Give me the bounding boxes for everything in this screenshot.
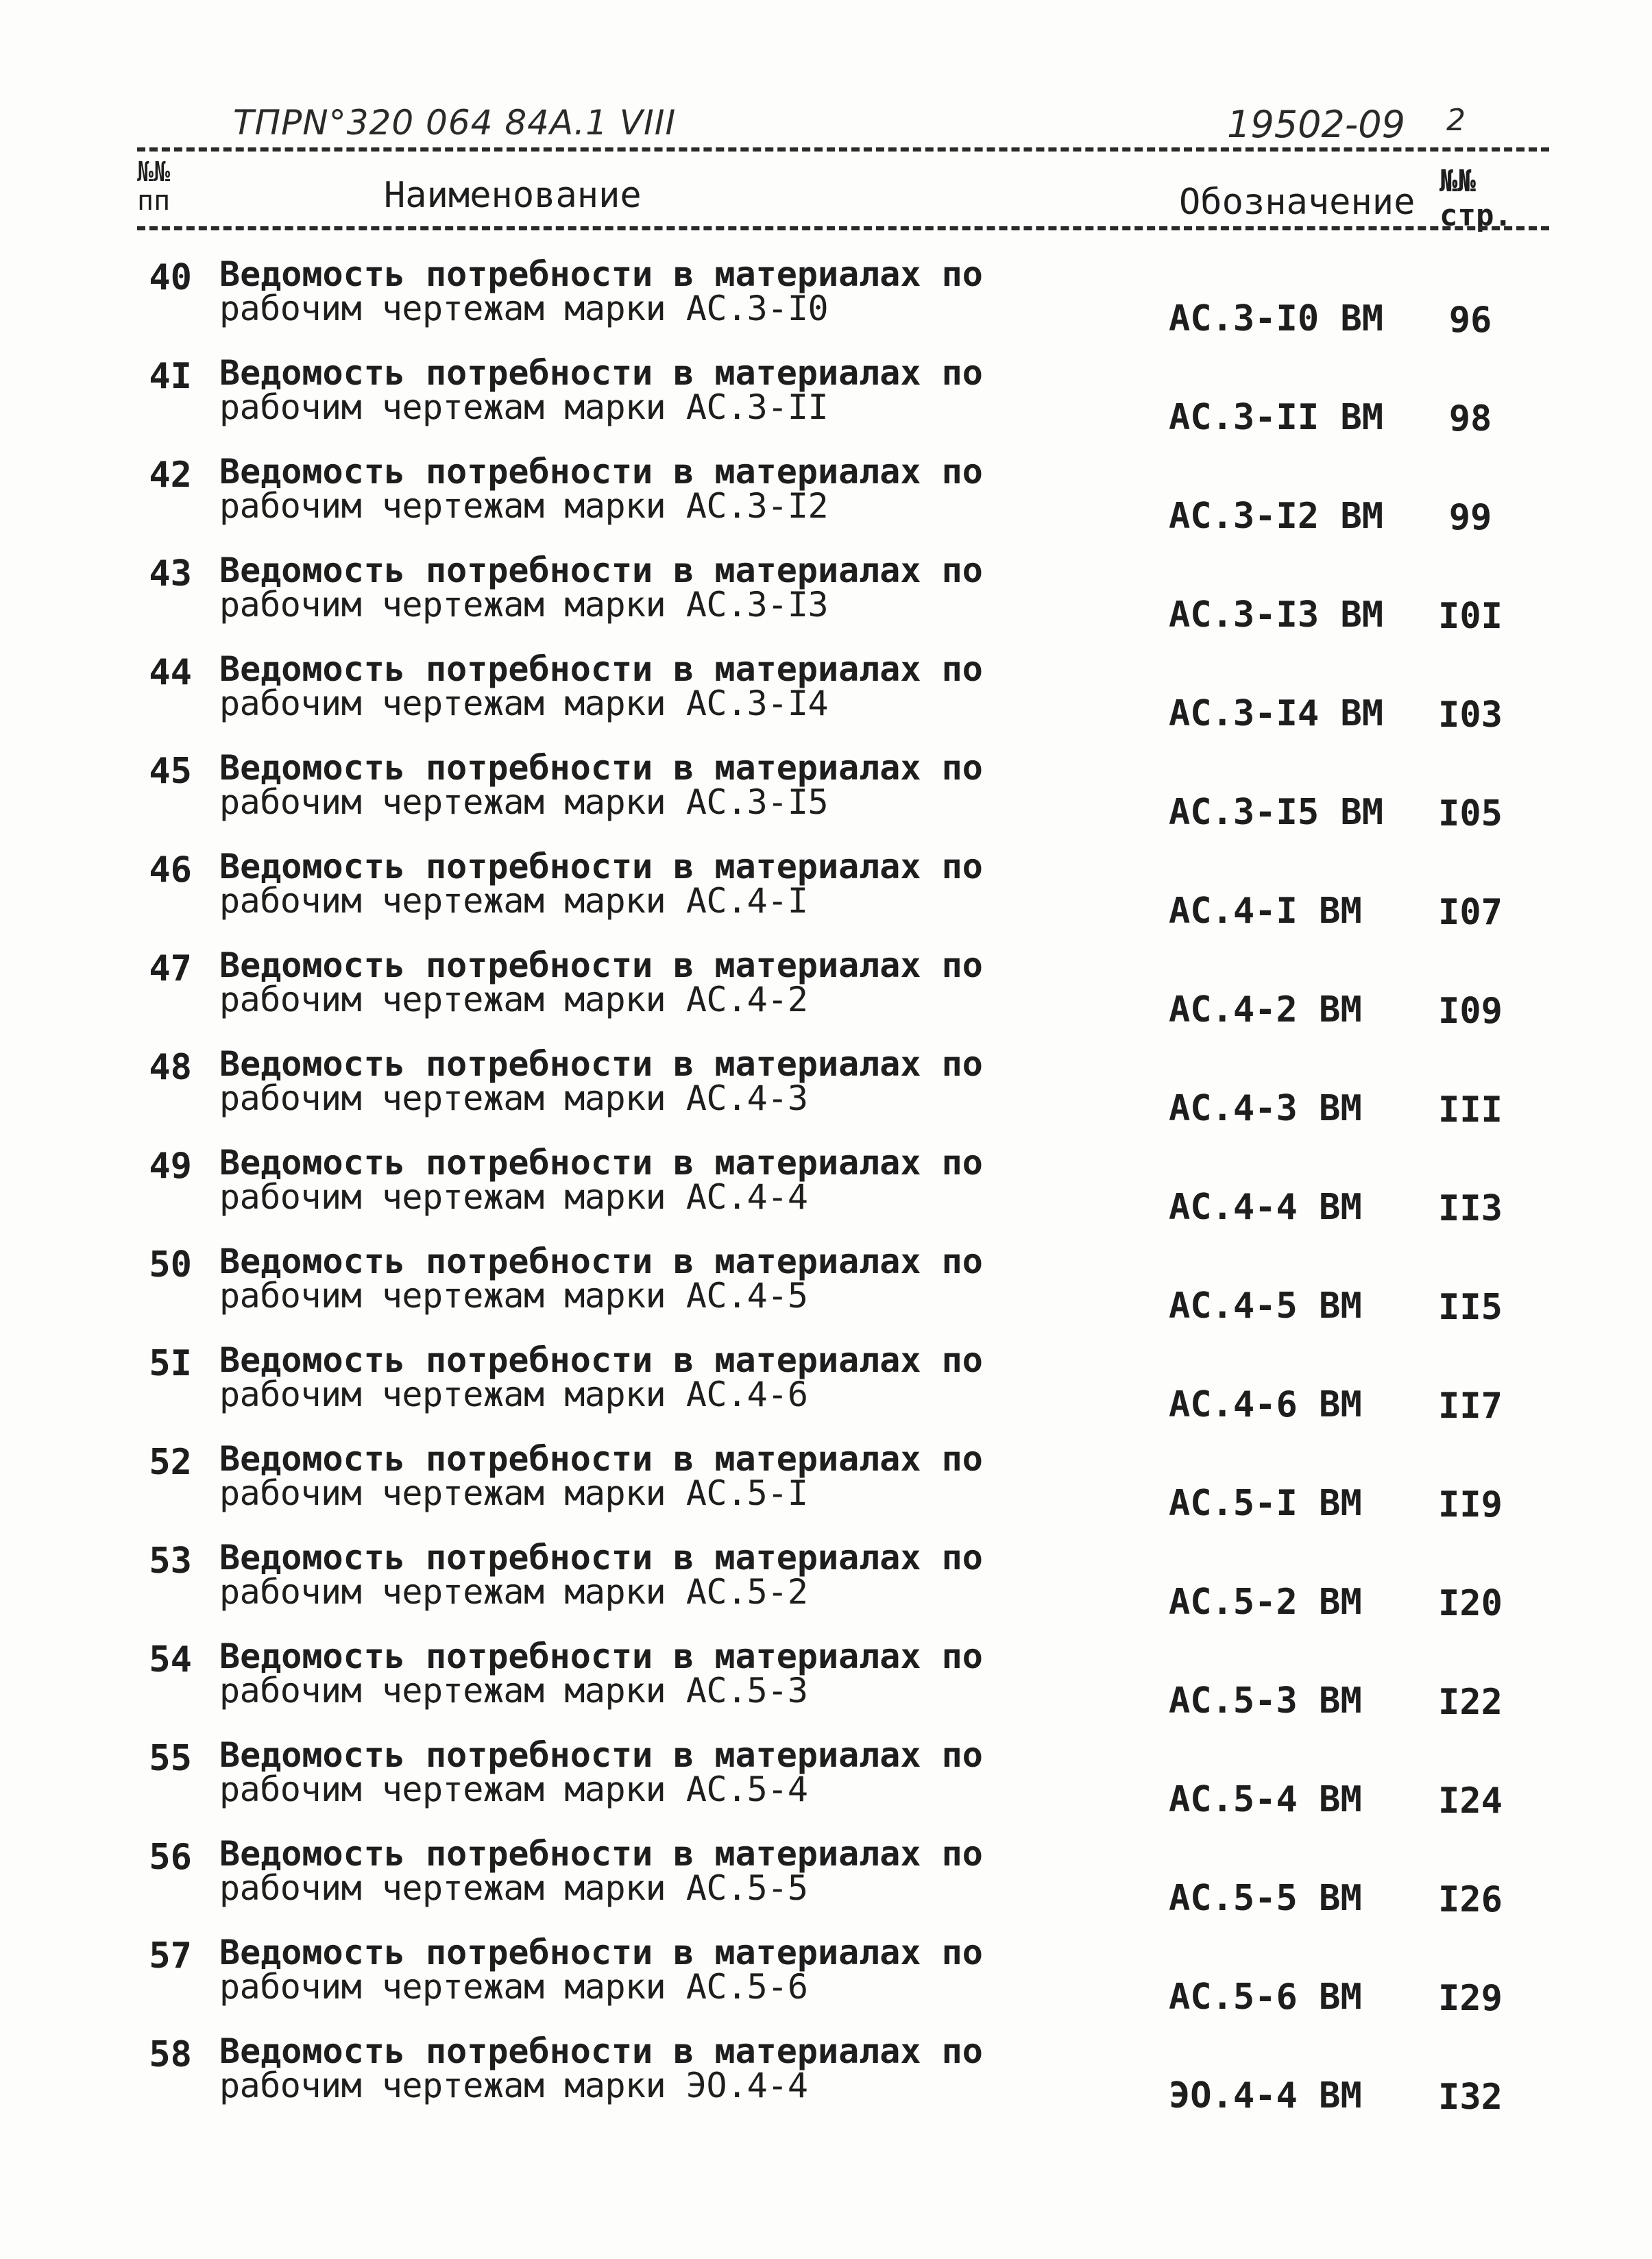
column-header-code: Обозначение — [1179, 182, 1416, 223]
item-code: АС.4-6 ВМ — [1169, 1384, 1362, 1425]
item-number: 42 — [149, 455, 192, 496]
list-item — [0, 1834, 1652, 1933]
list-item — [0, 849, 1652, 945]
item-title-line2: рабочим чертежам марки АС.3-I5 — [219, 782, 829, 822]
list-item — [0, 1439, 1652, 1538]
item-code: АС.4-3 ВМ — [1169, 1088, 1362, 1129]
item-title-line1: Ведомость потребности в материалах по — [219, 649, 983, 689]
item-number: 57 — [149, 1935, 192, 1977]
item-title — [219, 551, 983, 625]
item-title-line1: Ведомость потребности в материалах по — [219, 1636, 983, 1676]
document-code: ТПРN°320 064 84А.1 VIII — [233, 103, 677, 143]
sheet-number: 2 — [1446, 103, 1466, 138]
list-item — [0, 452, 1652, 551]
item-number: 47 — [149, 948, 192, 989]
item-title-line2: рабочим чертежам марки АС.3-II — [219, 387, 829, 427]
list-item — [0, 1636, 1652, 1735]
item-code: АС.3-I0 ВМ — [1169, 298, 1384, 339]
list-item — [0, 945, 1652, 1044]
item-number: 56 — [149, 1837, 192, 1878]
item-page: I05 — [1438, 793, 1503, 834]
column-header-page-line1: №№ — [1440, 164, 1476, 199]
item-title-line1: Ведомость потребности в материалах по — [219, 1834, 983, 1874]
item-title — [219, 1439, 983, 1513]
list-item — [0, 353, 1652, 452]
item-title — [219, 1735, 983, 1809]
column-header-name: Наименование — [384, 175, 642, 216]
item-code: АС.4-2 ВМ — [1169, 989, 1362, 1030]
item-title — [219, 1933, 983, 2007]
item-page: 98 — [1448, 398, 1492, 439]
item-title-line2: рабочим чертежам марки АС.5-4 — [219, 1769, 808, 1809]
item-code: АС.5-4 ВМ — [1169, 1779, 1362, 1820]
item-title-line2: рабочим чертежам марки АС.3-I2 — [219, 486, 829, 526]
column-header-number-line1: №№ — [137, 156, 171, 188]
item-code: АС.5-6 ВМ — [1169, 1977, 1362, 2018]
item-title-line1: Ведомость потребности в материалах по — [219, 254, 983, 294]
item-page: II3 — [1438, 1188, 1503, 1229]
item-title — [219, 1834, 983, 1908]
item-code: АС.5-2 ВМ — [1169, 1582, 1362, 1623]
item-title-line2: рабочим чертежам марки АС.3-I0 — [219, 289, 829, 328]
item-title — [219, 649, 983, 723]
item-title-line2: рабочим чертежам марки АС.4-2 — [219, 980, 808, 1019]
item-number: 58 — [149, 2034, 192, 2075]
item-title — [219, 1044, 983, 1118]
item-number: 52 — [149, 1442, 192, 1483]
item-code: АС.3-II ВМ — [1169, 397, 1384, 438]
item-title-line1: Ведомость потребности в материалах по — [219, 1340, 983, 1380]
item-page: II5 — [1438, 1287, 1503, 1328]
item-number: 48 — [149, 1047, 192, 1088]
item-page: I24 — [1438, 1780, 1503, 1822]
item-title-line2: рабочим чертежам марки АС.3-I3 — [219, 585, 829, 625]
column-header-number-line2: пп — [137, 185, 171, 217]
item-title — [219, 254, 983, 328]
list-item — [0, 1244, 1652, 1340]
item-title-line1: Ведомость потребности в материалах по — [219, 847, 983, 886]
item-title-line2: рабочим чертежам марки АС.5-2 — [219, 1572, 808, 1612]
item-title-line1: Ведомость потребности в материалах по — [219, 1242, 983, 1281]
item-code: АС.3-I5 ВМ — [1169, 792, 1384, 833]
list-item — [0, 254, 1652, 353]
item-title-line1: Ведомость потребности в материалах по — [219, 1538, 983, 1578]
item-number: 55 — [149, 1738, 192, 1779]
item-title — [219, 353, 983, 427]
item-title — [219, 1340, 983, 1414]
item-title-line2: рабочим чертежам марки АС.4-5 — [219, 1276, 808, 1316]
item-title-line1: Ведомость потребности в материалах по — [219, 452, 983, 492]
item-number: 50 — [149, 1244, 192, 1285]
list-item — [0, 748, 1652, 847]
item-page: 99 — [1448, 497, 1492, 538]
list-item — [0, 1044, 1652, 1143]
item-title-line2: рабочим чертежам марки АС.5-5 — [219, 1868, 808, 1908]
item-title — [219, 1538, 983, 1612]
item-code: АС.5-3 ВМ — [1169, 1680, 1362, 1722]
item-number: 49 — [149, 1146, 192, 1187]
item-number: 45 — [149, 751, 192, 792]
item-code: АС.5-5 ВМ — [1169, 1878, 1362, 1919]
item-page: I22 — [1438, 1682, 1503, 1723]
list-item — [0, 1340, 1652, 1439]
item-title — [219, 1242, 983, 1316]
item-title-line1: Ведомость потребности в материалах по — [219, 1735, 983, 1775]
item-page: I32 — [1438, 2077, 1503, 2118]
item-page: I07 — [1438, 892, 1503, 933]
item-number: 44 — [149, 652, 192, 693]
item-page: I09 — [1438, 991, 1503, 1032]
item-title — [219, 1636, 983, 1711]
item-title-line1: Ведомость потребности в материалах по — [219, 2031, 983, 2071]
list-item — [0, 649, 1652, 748]
item-number: 54 — [149, 1639, 192, 1680]
item-code: АС.3-I4 ВМ — [1169, 693, 1384, 734]
item-title-line2: рабочим чертежам марки АС.3-I4 — [219, 684, 829, 723]
item-page: III — [1438, 1089, 1503, 1131]
list-item — [0, 553, 1652, 649]
item-title-line1: Ведомость потребности в материалах по — [219, 748, 983, 788]
item-code: АС.3-I3 ВМ — [1169, 594, 1384, 636]
list-item — [0, 1935, 1652, 2031]
item-title-line1: Ведомость потребности в материалах по — [219, 945, 983, 985]
item-page: I0I — [1438, 596, 1503, 637]
item-title — [219, 2031, 983, 2105]
item-number: 43 — [149, 553, 192, 594]
item-page: I26 — [1438, 1879, 1503, 1920]
item-page: I20 — [1438, 1583, 1503, 1624]
list-item — [0, 1538, 1652, 1636]
item-title — [219, 847, 983, 921]
item-title-line2: рабочим чертежам марки АС.5-6 — [219, 1967, 808, 2007]
item-title-line2: рабочим чертежам марки АС.5-I — [219, 1473, 808, 1513]
item-page: I29 — [1438, 1978, 1503, 2019]
item-number: 5I — [149, 1343, 192, 1384]
column-header-page-line2: стр. — [1440, 198, 1512, 233]
item-code: АС.4-I ВМ — [1169, 891, 1362, 932]
item-page: I03 — [1438, 694, 1503, 736]
item-title-line2: рабочим чертежам марки ЭО.4-4 — [219, 2066, 808, 2105]
item-title-line1: Ведомость потребности в материалах по — [219, 1143, 983, 1183]
item-number: 4I — [149, 356, 192, 397]
item-code: АС.3-I2 ВМ — [1169, 496, 1384, 537]
item-code: ЭО.4-4 ВМ — [1169, 2075, 1362, 2116]
item-title-line2: рабочим чертежам марки АС.5-3 — [219, 1671, 808, 1711]
item-code: АС.4-5 ВМ — [1169, 1285, 1362, 1327]
item-title-line1: Ведомость потребности в материалах по — [219, 551, 983, 590]
item-title-line1: Ведомость потребности в материалах по — [219, 1933, 983, 1972]
item-title-line2: рабочим чертежам марки АС.4-4 — [219, 1177, 808, 1217]
item-code: АС.5-I ВМ — [1169, 1483, 1362, 1524]
item-title-line1: Ведомость потребности в материалах по — [219, 1044, 983, 1084]
item-page: 96 — [1448, 300, 1492, 341]
item-code: АС.4-4 ВМ — [1169, 1187, 1362, 1228]
item-number: 46 — [149, 849, 192, 891]
item-title-line2: рабочим чертежам марки АС.4-6 — [219, 1375, 808, 1414]
item-title-line1: Ведомость потребности в материалах по — [219, 353, 983, 393]
item-page: II7 — [1438, 1386, 1503, 1427]
item-number: 40 — [149, 257, 192, 298]
item-number: 53 — [149, 1541, 192, 1582]
item-title — [219, 1143, 983, 1217]
item-title — [219, 945, 983, 1019]
item-title — [219, 748, 983, 822]
item-title-line2: рабочим чертежам марки АС.4-I — [219, 881, 808, 921]
item-title-line2: рабочим чертежам марки АС.4-3 — [219, 1078, 808, 1118]
item-page: II9 — [1438, 1484, 1503, 1525]
list-item — [0, 1735, 1652, 1834]
document-number: 19502-09 — [1227, 103, 1405, 146]
item-title-line1: Ведомость потребности в материалах по — [219, 1439, 983, 1479]
list-item — [0, 2031, 1652, 2130]
item-title — [219, 452, 983, 526]
list-item — [0, 1143, 1652, 1242]
